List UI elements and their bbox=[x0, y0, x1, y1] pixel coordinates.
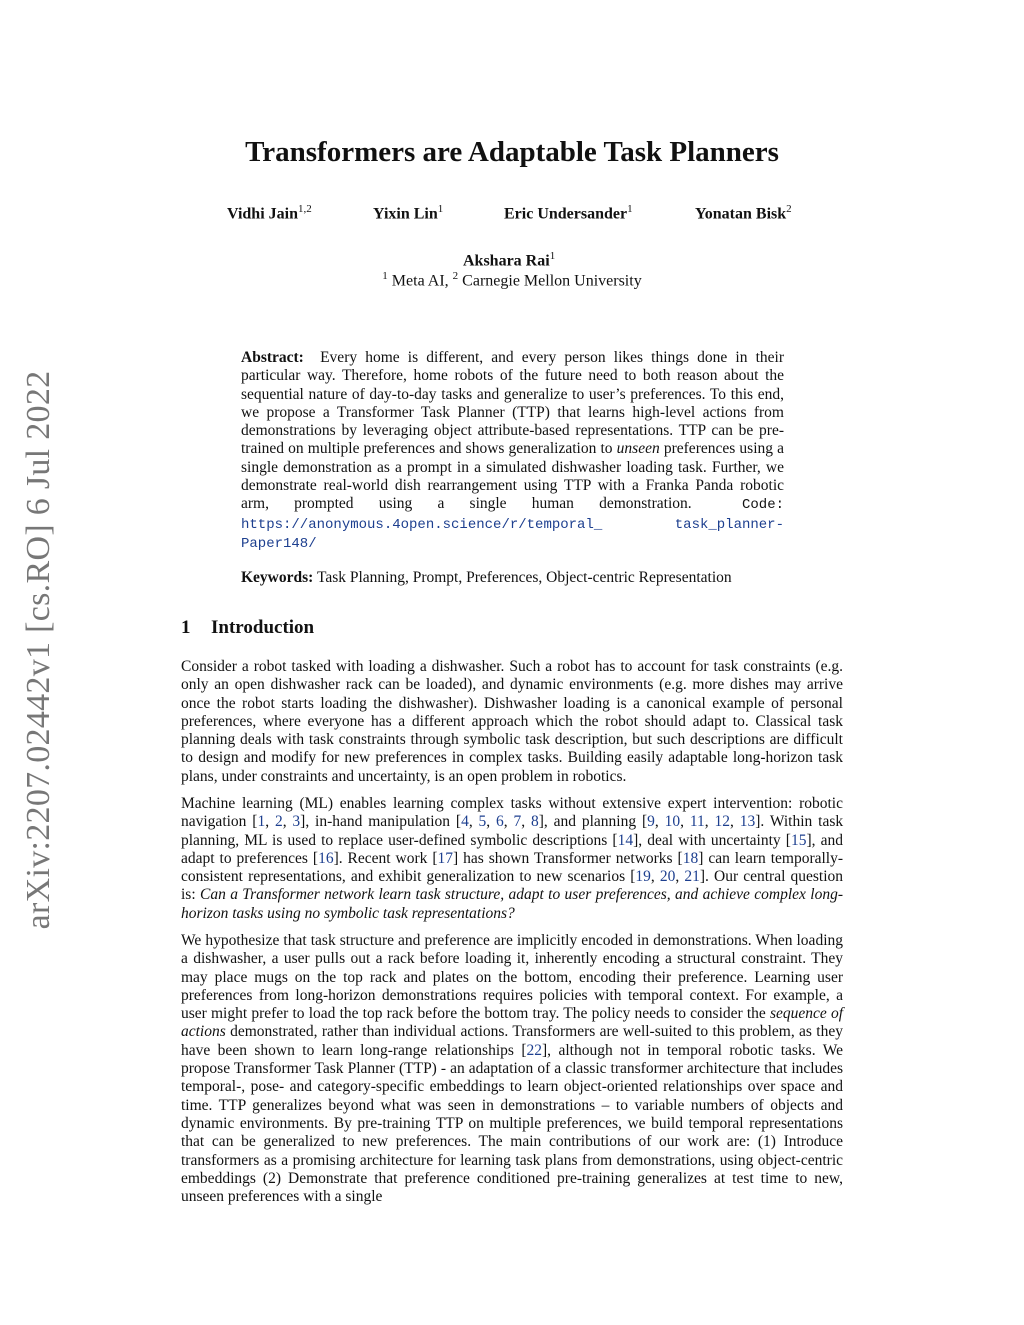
section-heading: 1 Introduction bbox=[181, 617, 315, 638]
citation-link[interactable]: 16 bbox=[318, 849, 334, 867]
paragraph: We hypothesize that task structure and preference are implicitly encoded in demonstrations. When loading a dishwasher, a user pulls out a rack before loading it, inherently encoding a structural constraint. They may place mugs on the top rack and plates on the bottom, encoding their preference. Learning user preferences from long-horizon demonstrations requires policies with temporal context. For example, a user might prefer to load the top rack before the bottom tray. The policy needs to consider the sequence of actions demonstrated, rather than individual actions. Transformers are well-suited to this problem, as they have been shown to learn long-range relationships [22], although not in temporal robotic tasks. We propose Transformer Task Planner (TTP) - an adaptation of a classic transformer architecture that includes temporal-, pose- and category-specific embeddings to learn object-oriented relationships over space and time. TTP generalizes beyond what was seen in demonstrations – to variable numbers of objects and dynamic environments. By pre-training TTP on multiple preferences, we build temporal representations that can be generalized to new preferences. The main contributions of our work are: (1) Introduce transformers as a promising architecture for learning task plans from demonstrations, using object-centric embeddings (2) Demonstrate that preference conditioned pre-training generalizes at test time to new, unseen preferences with a single bbox=[181, 932, 843, 1206]
keywords: Keywords: Task Planning, Prompt, Preferences, Object-centric Representation bbox=[241, 569, 732, 586]
citation-link[interactable]: 1 bbox=[257, 813, 266, 831]
citation-link[interactable]: 19 bbox=[635, 868, 651, 886]
citation-link[interactable]: 12 bbox=[714, 813, 731, 831]
arxiv-identifier: arXiv:2207.02442v1 [cs.RO] 6 Jul 2022 bbox=[20, 370, 57, 930]
author: Vidhi Jain$^{1,2}$ bbox=[227, 203, 312, 223]
citation-link[interactable]: 22 bbox=[526, 1041, 543, 1059]
citation-link[interactable]: 8 bbox=[531, 813, 539, 831]
citation-link[interactable]: 20 bbox=[659, 868, 676, 886]
paragraph: Machine learning (ML) enables learning complex tasks without extensive expert intervention: robotic navigation [1, 2, 3], in-hand manipulation [4, 5, 6, 7, 8], and planning [9, 10, 11, 12, 13]. Within task planning, ML is used to replace user-defined symbolic descriptions [14], deal with uncertainty [15], and adapt to preferences [16]. Recent work [17] has shown Transformer networks [18] can learn temporally-consistent representations, and exhibit generalization to new scenarios [19, 20, 21]. Our central question is: Can a Transformer network learn task structure, adapt to user preferences, and achieve complex long-horizon tasks using no symbolic task representations? bbox=[181, 795, 844, 922]
citation-link[interactable]: 2 bbox=[274, 813, 283, 831]
citation-link[interactable]: 18 bbox=[682, 849, 699, 867]
abstract-label: Abstract: bbox=[241, 349, 304, 366]
citation-link[interactable]: 10 bbox=[664, 813, 681, 831]
code-link[interactable]: https://anonymous.4open.science/r/temporal_ task_planner-Paper148/ bbox=[241, 516, 784, 552]
citation-link[interactable]: 17 bbox=[437, 849, 454, 867]
citation-link[interactable]: 6 bbox=[496, 813, 504, 831]
author: Eric Undersander$^1$ bbox=[504, 203, 633, 223]
author: Yonatan Bisk$^2$ bbox=[695, 203, 792, 223]
citation-link[interactable]: 7 bbox=[513, 813, 522, 831]
author: Yixin Lin$^1$ bbox=[373, 203, 444, 223]
citation-link[interactable]: 11 bbox=[689, 813, 705, 831]
citation-link[interactable]: 4 bbox=[461, 813, 469, 831]
arxiv-sidebar-stamp bbox=[13, 370, 65, 930]
citation-link[interactable]: 21 bbox=[684, 868, 700, 886]
citation-link[interactable]: 15 bbox=[790, 831, 807, 849]
citation-link[interactable]: 9 bbox=[647, 813, 655, 831]
author: Akshara Rai$^1$ bbox=[463, 250, 556, 270]
affiliations: $^1$ Meta AI, $^2$ Carnegie Mellon University bbox=[382, 270, 642, 290]
abstract: Abstract: Every home is different, and every person likes things done in their particular way. Therefore, home robots of the future need to both reason about the sequential nature of day-to-day tasks and generalize to user’s preferences. To this end, we propose a Transformer Task Planner (TTP) that learns high-level actions from demonstrations by leveraging object attribute-based representations. TTP can be pre-trained on multiple preferences and shows generalization to unseen preferences using a single demonstration as a prompt in a simulated dishwasher loading task. Further, we demonstrate real-world dish rearrangement using TTP with a Franka Panda robotic arm, prompted using a single human demonstration. Code: https://anonymous.4open.science/r/temporal_ task_planner-Paper148/ bbox=[241, 349, 785, 552]
code-label: Code: bbox=[741, 497, 784, 514]
citation-link[interactable]: 14 bbox=[617, 831, 634, 849]
citation-link[interactable]: 5 bbox=[478, 813, 487, 831]
citation-link[interactable]: 3 bbox=[292, 813, 301, 831]
citation-link[interactable]: 13 bbox=[739, 813, 756, 831]
paragraph: Consider a robot tasked with loading a dishwasher. Such a robot has to account for task constraints (e.g. only an open dishwasher rack can be loaded), and dynamic environments (e.g. more dishes may arrive once the robot starts loading the dishwasher). Dishwasher loading is a canonical example of personal preferences, where everyone has a different approach which the robot should adapt to. Classical task planning deals with task constraints through symbolic task description, but such descriptions are difficult to design and modify for new preferences in complex tasks. Building easily adaptable long-horizon task plans, under constraints and uncertainty, is an open problem in robotics. bbox=[181, 658, 843, 785]
paper-title: Transformers are Adaptable Task Planners bbox=[245, 136, 779, 168]
